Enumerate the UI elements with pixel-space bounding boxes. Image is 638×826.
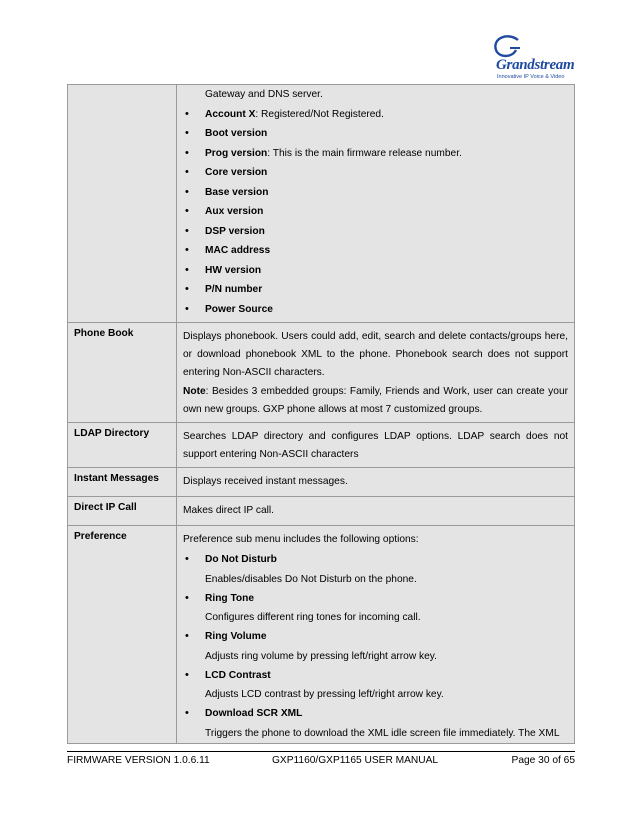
footer-divider: [67, 751, 575, 752]
row-value: [177, 85, 575, 323]
logo-tagline: Innovative IP Voice & Video: [497, 74, 565, 80]
list-item: [183, 300, 568, 320]
item-title: Ring Tone: [205, 592, 255, 604]
item-title: Boot version: [205, 128, 268, 139]
note-label: Note: [183, 386, 206, 397]
item-title: Do Not Disturb: [205, 554, 277, 565]
item-description: Configures different ring tones for incoming call.: [205, 612, 421, 623]
list-item: [183, 550, 568, 570]
row-description: Displays phonebook. Users could add, edit, search and delete contacts/groups here, or download phonebook XML to the phone. Phonebook search does not support entering Non-ASCII characters.: [183, 331, 568, 378]
list-item: [183, 144, 568, 164]
row-key: Preference: [68, 526, 177, 744]
list-item: [183, 627, 568, 647]
row-key: Direct IP Call: [68, 497, 177, 526]
list-item: [183, 222, 568, 242]
table-row: [68, 423, 575, 468]
row-key: LDAP Directory: [68, 423, 177, 468]
list-item: [183, 202, 568, 222]
item-title: Aux version: [205, 206, 264, 217]
row-value: [177, 497, 575, 526]
table-row: [68, 468, 575, 497]
row-value: [177, 423, 575, 468]
footer-page-number: Page 30 of 65: [511, 755, 575, 766]
item-title: LCD Contrast: [205, 669, 271, 681]
item-description: Triggers the phone to download the XML idle screen file immediately. The XML: [205, 727, 560, 739]
row-description: Searches LDAP directory and configures LDAP options. LDAP search does not support entering Non-ASCII characters: [183, 431, 568, 460]
row-value: [177, 468, 575, 497]
list-item: [183, 589, 568, 609]
row-description: Preference sub menu includes the following options:: [183, 534, 419, 545]
item-title: Account X: [205, 108, 256, 120]
item-title: Prog version: [205, 147, 268, 159]
list-item: [183, 666, 568, 686]
row-value: [177, 323, 575, 423]
list-item: [183, 183, 568, 203]
item-description: Adjusts LCD contrast by pressing left/right arrow key.: [205, 689, 444, 700]
row-key: Instant Messages: [68, 468, 177, 497]
intro-text: Gateway and DNS server.: [205, 89, 323, 100]
item-title: Core version: [205, 167, 268, 178]
footer-firmware-version: FIRMWARE VERSION 1.0.6.11: [67, 755, 210, 766]
row-description: Makes direct IP call.: [183, 505, 274, 516]
item-title: HW version: [205, 264, 262, 276]
item-title: Power Source: [205, 303, 273, 315]
table-row: [68, 85, 575, 323]
menu-spec-table: [67, 84, 575, 744]
item-title: Ring Volume: [205, 631, 267, 642]
row-description: Displays received instant messages.: [183, 476, 348, 487]
row-value: [177, 526, 575, 744]
note-text: : Besides 3 embedded groups: Family, Friends and Work, user can create your own new groups. GXP phone allows at most 7 customized groups.: [183, 386, 568, 415]
item-title: MAC address: [205, 245, 271, 256]
footer-manual-title: GXP1160/GXP1165 USER MANUAL: [272, 755, 439, 766]
list-item: [183, 241, 568, 261]
table-row: [68, 526, 575, 744]
row-note: [183, 383, 568, 419]
row-key: Phone Book: [68, 323, 177, 423]
item-text: : Registered/Not Registered.: [255, 108, 384, 120]
logo-wordmark: Grandstream: [496, 57, 575, 73]
item-text: : This is the main firmware release number.: [267, 147, 462, 159]
item-title: P/N number: [205, 284, 263, 295]
item-title: Download SCR XML: [205, 708, 303, 719]
item-description: Enables/disables Do Not Disturb on the phone.: [205, 573, 417, 585]
table-row: [68, 323, 575, 423]
item-description: Adjusts ring volume by pressing left/right arrow key.: [205, 650, 437, 662]
list-item: [183, 280, 568, 300]
grandstream-logo: [488, 34, 598, 84]
list-item: [183, 704, 568, 724]
item-title: DSP version: [205, 225, 265, 237]
list-item: [183, 163, 568, 183]
list-item: [183, 124, 568, 144]
list-item: [183, 261, 568, 281]
item-title: Base version: [205, 186, 269, 198]
list-item: [183, 105, 568, 125]
row-key: [68, 85, 177, 323]
table-row: [68, 497, 575, 526]
